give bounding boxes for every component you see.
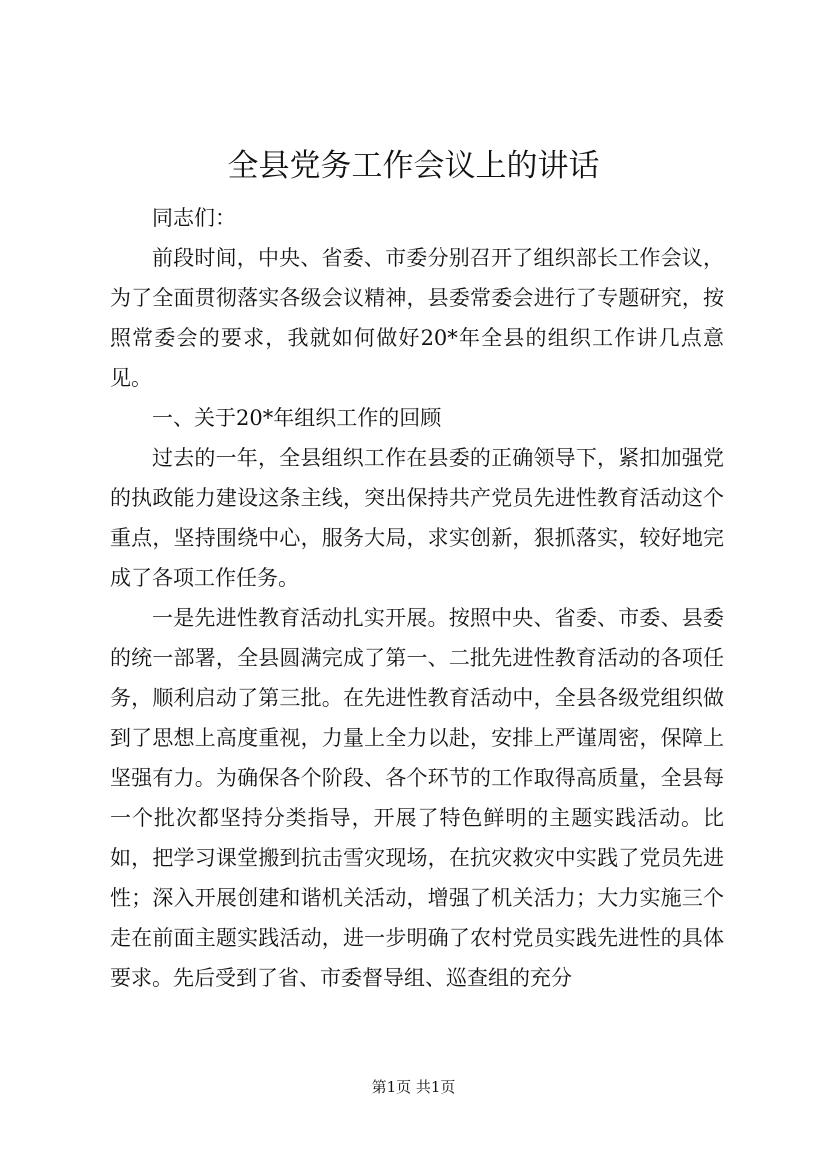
- page-number-footer: 第1页 共1页: [371, 1078, 456, 1096]
- paragraph-point-one: 一是先进性教育活动扎实开展。按照中央、省委、市委、县委的统一部署，全县圆满完成了第一、二批先进性教育活动的各项任务，顺利启动了第三批。在先进性教育活动中，全县各级党组织做到了思想上高度重视，力量上全力以赴，安排上严谨周密，保障上坚强有力。为确保各个阶段、各个环节的工作取得高质量，全县每一个批次都坚持分类指导，开展了特色鲜明的主题实践活动。比如，把学习课堂搬到抗击雪灾现场，在抗灾救灾中实践了党员先进性；深入开展创建和谐机关活动，增强了机关活力；大力实施三个走在前面主题实践活动，进一步明确了农村党员实践先进性的具体要求。先后受到了省、市委督导组、巡查组的充分: [110, 606, 724, 990]
- paragraph-review: 过去的一年，全县组织工作在县委的正确领导下，紧扣加强党的执政能力建设这条主线，突出保持共产党员先进性教育活动这个重点，坚持围绕中心，服务大局，求实创新，狠抓落实，较好地完成了各项工作任务。: [110, 446, 724, 590]
- section-heading: 一、关于20*年组织工作的回顾: [152, 406, 442, 430]
- document-body: [110, 198, 724, 998]
- document-title: 全县党务工作会议上的讲话: [227, 148, 600, 184]
- paragraph-intro: 前段时间，中央、省委、市委分别召开了组织部长工作会议，为了全面贯彻落实各级会议精神，县委常委会进行了专题研究，按照常委会的要求，我就如何做好20*年全县的组织工作讲几点意见。: [110, 246, 724, 390]
- paragraph-salutation: 同志们：: [152, 206, 236, 230]
